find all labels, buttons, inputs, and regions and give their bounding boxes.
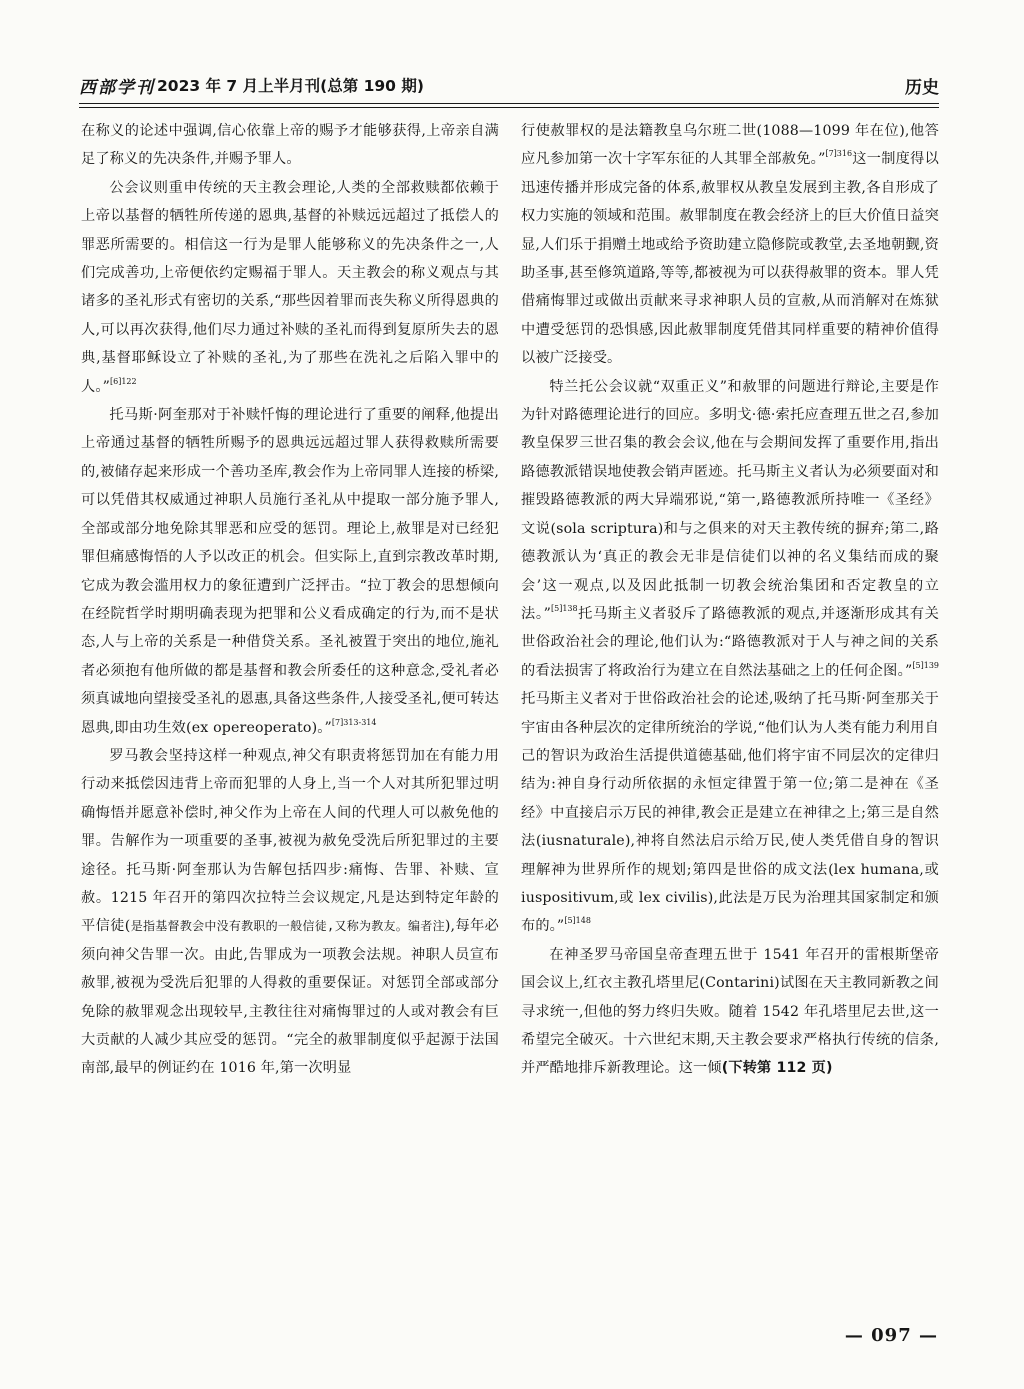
citation: [7]313-314	[331, 717, 377, 727]
issue-info: 2023 年 7 月上半月刊(总第 190 期)	[157, 77, 424, 95]
citation: [7]316	[825, 149, 853, 159]
paragraph	[81, 401, 499, 742]
citation: [6]122	[109, 376, 137, 386]
paragraph	[521, 373, 939, 941]
paragraph-text: 行使赦罪权的是法籍教皇乌尔班二世(1088—1099 年在位),他答应凡参加第一次十字军东征的人其罪全部赦免。”	[521, 123, 939, 168]
paragraph-text: 托马斯主义者驳斥了路德教派的观点,并逐渐形成其有关世俗政治社会的理论,他们认为:“路德教派对于人与神之间的关系的看法损害了将政治行为建立在自然法基础之上的任何企图。”	[521, 605, 940, 679]
right-column	[521, 117, 939, 1083]
section-label: 历史	[905, 77, 939, 98]
paragraph	[81, 742, 499, 1083]
paragraph-text: ),每年必须向神父告罪一次。由此,告罪成为一项教会法规。神职人员宣布赦罪,被视为受洗后犯罪的人得救的重要保证。对惩罚全部或部分免除的赦罪观念出现较早,主教往往对痛悔罪过的人或对教会有巨大贡献的人减少其应受的惩罚。“完全的赦罪制度似乎起源于法国南部,最早的例证约在 1016 年,第一次明显	[81, 918, 500, 1077]
paragraph	[521, 117, 939, 373]
paragraph-text: 公会议则重申传统的天主教会理论,人类的全部救赎都依赖于上帝以基督的牺牲所传递的恩典,基督的补赎远远超过了抵偿人的罪恶所需要的。相信这一行为是罪人能够称义的先决条件之一,人们完成善功,上帝便依约定赐福于罪人。天主教会的称义观点与其诸多的圣礼形式有密切的关系,“那些因着罪而丧失称义所得恩典的人,可以再次获得,他们尽力通过补赎的圣礼而得到复原所失去的恩典,基督耶稣设立了补赎的圣礼,为了那些在洗礼之后陷入罪中的人。”	[81, 179, 499, 395]
citation: [5]138	[551, 603, 578, 613]
paragraph-text: 在神圣罗马帝国皇帝查理五世于 1541 年召开的雷根斯堡帝国会议上,红衣主教孔塔里尼(Contarini)试图在天主教同新教之间寻求统一,但他的努力终归失败。随着 1542 年孔塔里尼去世,这一希望完全破灭。十六世纪末期,天主教会要求严格执行传统的信条,并严酷地排斥新教理论。这一倾	[521, 946, 939, 1077]
paragraph-text: 罗马教会坚持这样一种观点,神父有职责将惩罚加在有能力用行动来抵偿因违背上帝而犯罪的人身上,当一个人对其所犯罪过明确悔悟并愿意补偿时,神父作为上帝在人间的代理人可以赦免他的罪。告解作为一项重要的圣事,被视为赦免受洗后所犯罪过的主要途径。托马斯·阿奎那认为告解包括四步:痛悔、告罪、补赎、宣赦。1215 年召开的第四次拉特兰会议规定,凡是达到特定年龄的平信徒(	[81, 747, 499, 935]
continued-note: (下转第 112 页)	[721, 1060, 833, 1077]
journal-masthead: 西部学刊	[79, 77, 155, 98]
header-rule-thick	[79, 103, 939, 104]
citation: [5]139	[912, 660, 939, 670]
running-header	[79, 70, 939, 100]
header-rule-thin	[79, 107, 939, 108]
paragraph-text: 托马斯主义者对于世俗政治社会的论述,吸纳了托马斯·阿奎那关于宇宙由各种层次的定律所统治的学说,“他们认为人类有能力利用自己的智识为政治生活提供道德基础,他们将宇宙不同层次的定律归结为:神自身行动所依据的永恒定律置于第一位;第二是神在《圣经》中直接启示万民的神律,教会正是建立在神律之上;第三是自然法(iusnaturale),神将自然法启示给万民,使人类凭借自身的智识理解神为世界所作的规划;第四是世俗的成文法(lex humana,或 iuspositivum,或 lex civilis),此法是万民为治理其国家制定和颁布的。”	[521, 691, 939, 935]
paragraph	[521, 941, 939, 1083]
paragraph-text: 这一制度得以迅速传播并形成完备的体系,赦罪权从教皇发展到主教,各自形成了权力实施的领域和范围。赦罪制度在教会经济上的巨大价值日益突显,人们乐于捐赠土地或给予资助建立隐修院或教堂,去圣地朝觐,资助圣事,甚至修筑道路,等等,都被视为可以获得赦罪的资本。罪人凭借痛悔罪过或做出贡献来寻求神职人员的宣赦,从而消解对在炼狱中遭受惩罚的恐惧感,因此赦罪制度凭借其同样重要的精神价值得以被广泛接受。	[521, 151, 939, 367]
editor-note: 是指基督教会中没有教职的一般信徒,又称为教友。编者注	[130, 919, 445, 934]
citation: [5]148	[564, 916, 591, 926]
paragraph-text: 托马斯·阿奎那对于补赎忏悔的理论进行了重要的阐释,他提出上帝通过基督的牺牲所赐予的恩典远远超过罪人获得救赎所需要的,被储存起来形成一个善功圣库,教会作为上帝同罪人连接的桥梁,可以凭借其权威通过神职人员施行圣礼从中提取一部分施予罪人,全部或部分地免除其罪恶和应受的惩罚。理论上,赦罪是对已经犯罪但痛感悔悟的人予以改正的机会。但实际上,直到宗教改革时期,它成为教会滥用权力的象征遭到广泛抨击。“拉丁教会的思想倾向在经院哲学时期明确表现为把罪和公义看成确定的行为,而不是状态,人与上帝的关系是一种借贷关系。圣礼被置于突出的地位,施礼者必须抱有他所做的都是基督和教会所委任的这种意念,受礼者必须真诚地向望接受圣礼的恩惠,具备这些条件,人接受圣礼,便可转达恩典,即由功生效(ex opereoperato)。”	[81, 407, 499, 736]
paragraph: 在称义的论述中强调,信心依靠上帝的赐予才能够获得,上帝亲自满足了称义的先决条件,并赐予罪人。	[81, 123, 499, 168]
paragraph-text: 特兰托公会议就“双重正义”和赦罪的问题进行辩论,主要是作为针对路德理论进行的回应。多明戈·德·索托应查理五世之召,参加教皇保罗三世召集的教会会议,他在与会期间发挥了重要作用,指出路德教派错误地使教会销声匿迹。托马斯主义者认为必须要面对和摧毁路德教派的两大异端邪说,“第一,路德教派所持唯一《圣经》文说(sola scriptura)和与之俱来的对天主教传统的摒弃;第二,路德教派认为‘真正的教会无非是信徒们以神的名义集结而成的聚会’这一观点,以及因此抵制一切教会统治集团和否定教皇的立法。”	[521, 378, 939, 622]
paragraph	[81, 174, 499, 401]
left-column	[81, 117, 499, 1083]
page-number: — 097 —	[844, 1325, 938, 1346]
